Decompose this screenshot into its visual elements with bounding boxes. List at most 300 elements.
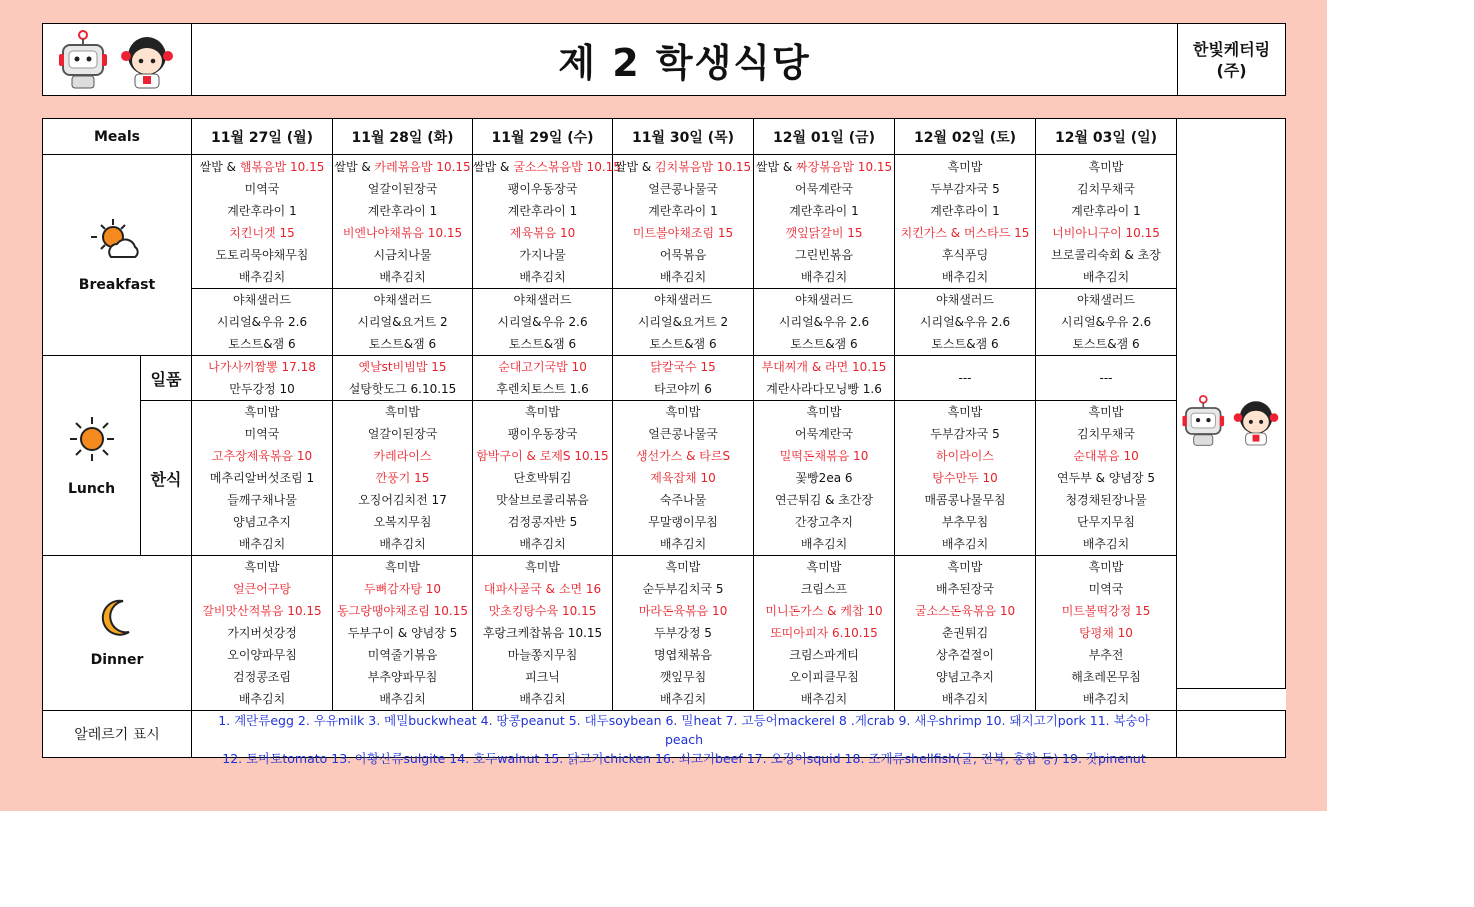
menu-item [754,489,895,511]
menu-item-highlight: 치킨가스 & 머스타드 15 [900,226,1030,240]
menu-item-text: 후식푸딩 [941,248,989,262]
table-row [43,556,1286,579]
table-row [43,467,1286,489]
menu-item-text: 검정콩자반 5 [507,515,578,529]
table-row [43,423,1286,445]
menu-item-text: 배추김치 [238,537,286,551]
menu-item-text: 흑미밥 [806,560,842,574]
menu-item [613,244,754,266]
menu-item-highlight: 굴소스돈육볶음 10 [914,604,1016,618]
menu-item-text: 배추김치 [519,537,566,551]
menu-item-text: 흑미밥 [244,405,280,419]
day-header: 11월 29일 (수) [473,119,613,155]
day-header: 11월 28일 (화) [333,119,473,155]
menu-item [1036,356,1177,401]
side-mascots [1177,395,1285,447]
menu-item-text: 흑미밥 [1088,560,1124,574]
menu-item [895,356,1036,401]
menu-item-highlight: 순대볶음 10 [1073,449,1139,463]
menu-item [754,178,895,200]
menu-item-text: 브로콜리숙회 & 초장 [1051,248,1161,262]
menu-item [192,266,333,289]
menu-item-text: 계란후라이 1 [507,204,578,218]
menu-item-text: 해초레몬무침 [1071,670,1141,684]
menu-item [1036,489,1177,511]
menu-item [473,556,613,579]
menu-item [473,489,613,511]
menu-item-text: 배추김치 [941,692,989,706]
menu-item [473,178,613,200]
robot-mascot-icon [1182,395,1228,447]
menu-item-text: 타코야끼 6 [654,382,712,396]
menu-item-text: 배추김치 [800,537,848,551]
menu-item-highlight: 카레볶음밥 10.15 [374,160,471,174]
table-row [43,489,1286,511]
table-row [43,178,1286,200]
menu-item [754,222,895,244]
menu-item [473,200,613,222]
allergy-line: 12. 토마토tomato 13. 아황산류sulgite 14. 호두walnut 15. 닭고기chicken 16. 쇠고기beef 17. 오징어squid 18. 조개류shellfish(굴, 전복, 홍합 등) 19. 잣pinenut [222,751,1146,766]
hansik-label: 한식 [141,401,192,556]
menu-item [895,578,1036,600]
menu-item [192,222,333,244]
menu-item [895,200,1036,222]
page-title: 제 2 학생식당 [192,24,1178,96]
menu-item [192,356,333,379]
table-row [43,511,1286,533]
menu-item-text: 연두부 & 양념장 5 [1057,471,1156,485]
menu-item [333,467,473,489]
menu-item-text: 배추김치 [379,692,426,706]
menu-item-text: 흑미밥 [947,405,983,419]
menu-item-text: 크림스파게티 [789,648,859,662]
moon-icon [43,598,191,638]
menu-item-text: 연근튀김 & 초간장 [774,493,874,507]
menu-item [895,423,1036,445]
menu-item [192,533,333,556]
menu-item [895,401,1036,424]
menu-item-text: 흑미밥 [385,405,420,419]
menu-item: 야채샐러드 [754,289,895,312]
menu-item [613,378,754,401]
menu-item: 시리얼&우유 2.6 [1036,311,1177,333]
menu-item-text: 메추리알버섯조림 1 [209,471,315,485]
day-header: 12월 03일 (일) [1036,119,1177,155]
menu-item-text: 피크닉 [525,670,560,684]
menu-item [473,688,613,711]
menu-item-text: 두부강정 5 [654,626,712,640]
menu-item [192,378,333,401]
menu-item [333,222,473,244]
menu-item [895,222,1036,244]
menu-item-highlight: 김치볶음밥 10.15 [655,160,752,174]
menu-item-text: 계란후라이 1 [367,204,438,218]
menu-item [613,666,754,688]
menu-item [333,178,473,200]
menu-item-text: 흑미밥 [806,405,842,419]
menu-item [1036,244,1177,266]
menu-item: 시리얼&요거트 2 [333,311,473,333]
menu-item: 시리얼&우유 2.6 [754,311,895,333]
menu-item [754,244,895,266]
menu-item [613,401,754,424]
breakfast-label: Breakfast [78,277,156,293]
menu-item-text: 맛살브로콜리볶음 [496,493,589,507]
menu-item-highlight: 얼큰어구탕 [233,582,291,596]
menu-item [473,378,613,401]
menu-item-highlight: 하이라이스 [936,449,994,463]
company-cell [1178,24,1286,96]
menu-item [192,445,333,467]
menu-item-text: 얼갈이된장국 [367,182,438,196]
table-row [43,244,1286,266]
menu-item [333,356,473,379]
menu-item: 야채샐러드 [333,289,473,312]
menu-item-text: 오이피클무침 [789,670,859,684]
menu-item [473,467,613,489]
company-suffix: (주) [1216,60,1247,80]
menu-item [473,600,613,622]
menu-item [754,688,895,711]
menu-item-text: 두부구이 & 양념장 5 [347,626,458,640]
menu-item-text: 매콤콩나물무침 [924,493,1006,507]
menu-item-text: 어묵계란국 [795,182,853,196]
table-row [43,155,1286,179]
menu-item [473,423,613,445]
menu-item-text: 계란후라이 1 [648,204,718,218]
menu-item-highlight: 탕수만두 10 [932,471,998,485]
menu-item [1036,178,1177,200]
menu-item-text: 배추된장국 [936,582,994,596]
menu-item [1036,622,1177,644]
menu-item-text: 오이양파무침 [227,648,297,662]
menu-item-text: 가지나물 [519,248,566,262]
menu-item-text: 흑미밥 [1088,160,1124,174]
menu-item [754,600,895,622]
menu-item-highlight: 대파사골국 & 소면 16 [483,582,602,596]
menu-item-text: 시금치나물 [373,248,432,262]
menu-item-text: 쌀밥 & [199,160,240,174]
menu-item [1036,445,1177,467]
menu-item-text: 흑미밥 [525,405,560,419]
menu-item [333,401,473,424]
menu-item-highlight: 미트볼야채조림 15 [632,226,734,240]
menu-item-highlight: 카레라이스 [373,449,432,463]
menu-item-text: 흑미밥 [385,560,420,574]
menu-item-highlight: 마라돈육볶음 10 [638,604,728,618]
menu-item-text: 단무지무침 [1077,515,1135,529]
menu-item-text: 배추김치 [941,270,989,284]
menu-item-text: 미역국 [244,182,280,196]
table-row [43,644,1286,666]
menu-item-highlight: 햄볶음밥 10.15 [239,160,325,174]
menu-item [754,445,895,467]
menu-item-highlight: 미트볼떡강정 15 [1061,604,1151,618]
menu-item-text: 양념고추지 [936,670,994,684]
menu-item-text: 미역국 [244,427,280,441]
menu-item [1036,600,1177,622]
menu-item [473,155,621,179]
menu-item-text: 배추김치 [379,537,426,551]
table-row [43,622,1286,644]
table-row [43,200,1286,222]
menu-item-highlight: 깐풍기 15 [375,471,430,485]
menu-item [895,244,1036,266]
menu-item [192,511,333,533]
menu-item [754,467,895,489]
menu-item-highlight: 고추장제육볶음 10 [211,449,313,463]
menu-item [333,533,473,556]
menu-item-highlight: 깻잎닭갈비 15 [785,226,863,240]
breakfast-label-cell [43,155,192,356]
menu-item-text: 계란후라이 1 [1071,204,1141,218]
menu-item [754,533,895,556]
menu-item [754,266,895,289]
table-row [43,666,1286,688]
dinner-label: Dinner [90,652,144,668]
menu-item-text: 쌀밥 & [334,160,375,174]
menu-item [192,578,333,600]
logo-cell [43,24,192,96]
menu-item [333,622,473,644]
menu-item [613,489,754,511]
menu-table [42,118,1286,766]
menu-item [754,155,895,179]
menu-item-highlight: 미니돈가스 & 케찹 10 [765,604,883,618]
table-row [43,533,1286,556]
menu-item-text: 단호박튀김 [513,471,572,485]
menu-item [333,666,473,688]
allergy-label: 알레르기 표시 [43,711,192,758]
menu-item [754,401,895,424]
menu-item [754,378,895,401]
menu-item [754,578,895,600]
menu-item-text: 가지버섯강정 [227,626,297,640]
menu-item [613,445,754,467]
menu-item [754,200,895,222]
menu-item-text: 꽃빵2ea 6 [795,471,853,485]
menu-item [1036,533,1177,556]
menu-item [895,688,1036,711]
menu-item: 야채샐러드 [473,289,613,312]
menu-item-text: 부추무침 [941,515,989,529]
menu-item [754,423,895,445]
menu-item: 토스트&잼 6 [754,333,895,356]
menu-item [473,266,613,289]
menu-item [613,356,754,379]
menu-item-text: 배추김치 [659,692,707,706]
menu-item-text: 만두강정 10 [229,382,295,396]
menu-item [613,600,754,622]
menu-item [1036,467,1177,489]
menu-item-text: 얼큰콩나물국 [648,427,718,441]
menu-item-text: 상추겉절이 [936,648,994,662]
menu-item [333,155,473,179]
menu-item [754,511,895,533]
menu-item-text: 어묵계란국 [795,427,853,441]
menu-item [895,556,1036,579]
menu-item-text: 쌀밥 & [614,160,656,174]
menu-item [613,178,754,200]
menu-item-text: 배추김치 [800,270,848,284]
company-name: 한빛케터링 [1192,39,1271,59]
menu-item-highlight: 탕평채 10 [1079,626,1133,640]
menu-item [473,578,613,600]
menu-item-highlight: 짜장볶음밥 10.15 [796,160,893,174]
menu-item [333,200,473,222]
menu-item [192,178,333,200]
menu-item-highlight: 밀떡돈채볶음 10 [779,449,869,463]
menu-item [895,467,1036,489]
menu-item-highlight: 너비아니구이 10.15 [1052,226,1160,240]
menu-item [333,511,473,533]
menu-item [895,533,1036,556]
menu-item [473,356,613,379]
menu-item [333,378,473,401]
menu-item [1036,556,1177,579]
table-row [43,578,1286,600]
menu-item-highlight: 함박구이 & 로제S 10.15 [476,449,609,463]
menu-item: 야채샐러드 [192,289,333,312]
menu-item-text: 미역줄기볶음 [367,648,438,662]
side-spacer [1177,119,1286,155]
menu-item [333,556,473,579]
menu-item: 시리얼&우유 2.6 [895,311,1036,333]
menu-item-text: 들깨구채나물 [227,493,297,507]
menu-item-text: 얼갈이된장국 [367,427,438,441]
lunch-label-cell [43,356,141,556]
menu-item-text: 부추양파무침 [367,670,438,684]
menu-item-highlight: 두뼈감자탕 10 [363,582,442,596]
allergy-line: peach [664,732,704,747]
menu-item [1036,401,1177,424]
menu-item: 시리얼&우유 2.6 [192,311,333,333]
menu-item [333,489,473,511]
menu-item-highlight: 옛날st비빔밥 15 [358,360,447,374]
menu-item [333,445,473,467]
allergy-legend [192,711,1177,766]
menu-item-text: 계란후라이 1 [930,204,1000,218]
menu-item-text: 마늘쫑지무침 [507,648,578,662]
menu-item-text: 김치무채국 [1077,182,1135,196]
menu-item-text: 깻잎무침 [659,670,707,684]
menu-item [895,511,1036,533]
menu-item-text: 양념고추지 [233,515,291,529]
menu-item [473,244,613,266]
menu-item [192,155,333,179]
menu-item-text: 배추김치 [1082,692,1130,706]
menu-item [1036,578,1177,600]
menu-item [1036,688,1177,711]
menu-item-text: 팽이우동장국 [507,427,578,441]
meals-header: Meals [43,119,192,155]
menu-item [333,423,473,445]
menu-item [473,533,613,556]
dinner-label-cell [43,556,192,711]
menu-item [192,688,333,711]
menu-item-text: 두부감자국 5 [930,427,1000,441]
menu-item: 야채샐러드 [895,289,1036,312]
menu-item-text: 흑미밥 [947,560,983,574]
menu-item-text: 춘권튀김 [941,626,989,640]
menu-item [1036,423,1177,445]
menu-item: 토스트&잼 6 [895,333,1036,356]
menu-item [473,622,613,644]
header-table [42,23,1286,96]
menu-item [754,644,895,666]
menu-item-text: 배추김치 [1082,537,1130,551]
menu-item-highlight: 치킨너겟 15 [229,226,295,240]
menu-item [895,489,1036,511]
menu-item-text: 배추김치 [519,692,566,706]
menu-item-text: 명엽채볶음 [654,648,712,662]
menu-item-highlight: 제육잡채 10 [650,471,716,485]
menu-item [1036,222,1177,244]
menu-item [895,266,1036,289]
menu-item [613,423,754,445]
menu-item-highlight: 순대고기국밥 10 [498,360,587,374]
menu-item [613,511,754,533]
menu-item [192,622,333,644]
menu-item-text: 크림스프 [800,582,848,596]
girl-mascot-icon [1232,395,1280,447]
menu-item-text: 후랑크케찹볶음 10.15 [482,626,603,640]
menu-item: 토스트&잼 6 [192,333,333,356]
menu-item-highlight: 맛초킹탕수육 10.15 [488,604,597,618]
menu-item [895,600,1036,622]
menu-item-highlight: 나가사끼짬뽕 17.18 [208,360,316,374]
menu-item-text: 숙주나물 [659,493,707,507]
menu-item-text: 쌀밥 & [473,160,514,174]
menu-item-text: 배추김치 [519,270,566,284]
menu-item-text: 설탕핫도그 6.10.15 [348,382,457,396]
menu-item: 토스트&잼 6 [613,333,754,356]
menu-item: 야채샐러드 [613,289,754,312]
day-header: 12월 02일 (토) [895,119,1036,155]
sun-icon [43,415,140,463]
menu-item [333,688,473,711]
menu-item [895,155,1036,179]
menu-item-text: 쌀밥 & [755,160,797,174]
menu-item-text: 청경채된장나물 [1065,493,1147,507]
menu-item [1036,155,1177,179]
menu-item [613,467,754,489]
menu-item-text: 두부감자국 5 [930,182,1000,196]
menu-item-text: 흑미밥 [665,560,701,574]
menu-item-highlight: 굴소스볶음밥 10.15 [513,160,621,174]
menu-item [613,644,754,666]
menu-item-text: 미역국 [1088,582,1124,596]
menu-item [1036,511,1177,533]
menu-item [1036,200,1177,222]
menu-item [192,423,333,445]
menu-item [895,178,1036,200]
menu-item-text: 오징어김치전 17 [358,493,447,507]
menu-item [473,445,613,467]
menu-item-text: 배추김치 [379,270,426,284]
menu-item-text: 배추김치 [659,270,707,284]
menu-item [613,622,754,644]
menu-item [613,266,754,289]
table-row [43,600,1286,622]
menu-item-text: 배추김치 [941,537,989,551]
menu-item-text: 흑미밥 [947,160,983,174]
menu-item [895,622,1036,644]
menu-item-text: 흑미밥 [244,560,280,574]
table-row [43,311,1286,333]
menu-item-text: --- [958,371,972,385]
menu-item-text: 후렌치토스트 1.6 [496,382,589,396]
